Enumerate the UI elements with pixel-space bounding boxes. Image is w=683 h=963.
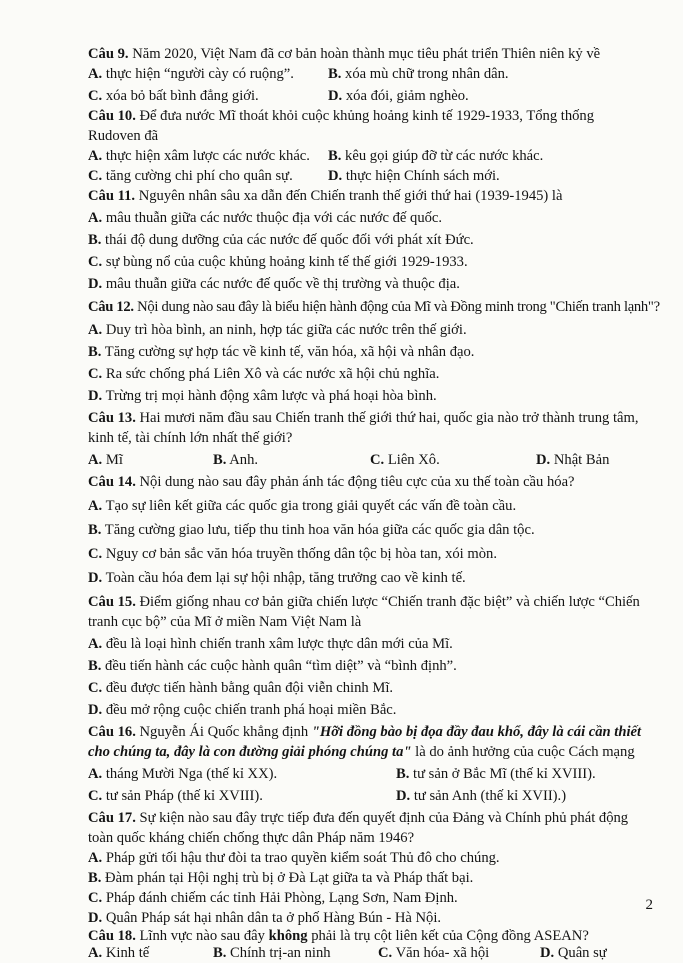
- question-text: là do ảnh hưởng của cuộc Cách mạng: [411, 744, 635, 760]
- option-text: Duy trì hòa bình, an ninh, hợp tác giữa các nước trên thế giới.: [105, 322, 467, 338]
- question-label: Câu 14.: [88, 474, 136, 490]
- question-text: Nguyễn Ái Quốc khẳng định: [139, 724, 312, 740]
- option: [88, 700, 659, 720]
- option-text: tăng cường chi phí cho quân sự.: [105, 168, 293, 184]
- question-text: Nội dung nào sau đây phản ánh tác động tiêu cực của xu thế toàn cầu hóa?: [139, 474, 575, 490]
- option-letter: B.: [88, 522, 102, 538]
- option-text: Tạo sự liên kết giữa các quốc gia trong giải quyết các vấn đề toàn cầu.: [105, 498, 517, 514]
- option: [88, 634, 659, 654]
- option-letter: A.: [88, 766, 103, 782]
- option-text: sự bùng nổ của cuộc khủng hoảng kinh tế thế giới 1929-1933.: [105, 254, 468, 270]
- question-text: Để đưa nước Mĩ thoát khỏi cuộc khủng hoảng kinh tế 1929-1933, Tổng thống: [139, 108, 595, 124]
- option-text: đều tiến hành các cuộc hành quân “tìm diệt” và “bình định”.: [105, 658, 457, 674]
- option-letter: A.: [88, 636, 103, 652]
- question-text: Điểm giống nhau cơ bản giữa chiến lược “Chiến tranh đặc biệt” và chiến lược “Chiến: [139, 594, 640, 610]
- question-text: Hai mươi năm đầu sau Chiến tranh thế giới thứ hai, quốc gia nào trở thành trung tâm,: [139, 410, 639, 426]
- option-letter: C.: [88, 546, 103, 562]
- option-letter: D.: [328, 88, 343, 104]
- option-text: Pháp gửi tối hậu thư đòi ta trao quyền kiểm soát Thủ đô cho chúng.: [105, 850, 500, 866]
- option: [88, 868, 659, 888]
- question-15: [88, 592, 659, 612]
- option-letter: C.: [88, 366, 103, 382]
- option-letter: C.: [88, 680, 103, 696]
- option-text: Nguy cơ bản sắc văn hóa truyền thống dân tộc bị hòa tan, xói mòn.: [105, 546, 497, 562]
- question-label: Câu 12.: [88, 299, 134, 315]
- option-text: thái độ dung dưỡng của các nước đế quốc đối với phát xít Đức.: [105, 232, 474, 248]
- option-letter: D.: [88, 276, 103, 292]
- option-text: tư sản Anh (thế kỉ XVII).): [413, 788, 567, 804]
- option-letter: D.: [328, 168, 343, 184]
- option-text: Văn hóa- xã hội: [395, 945, 490, 961]
- option-letter: A.: [88, 850, 103, 866]
- question-text-cont: Rudoven đã: [88, 128, 159, 144]
- option: [88, 386, 659, 406]
- option-letter: C.: [88, 890, 103, 906]
- option: [88, 544, 659, 564]
- option-text: đều mở rộng cuộc chiến tranh phá hoại miền Bắc.: [105, 702, 397, 718]
- option-text: thực hiện Chính sách mới.: [345, 168, 500, 184]
- question-text: Nội dung nào sau đây là biểu hiện hành động của Mĩ và Đồng minh trong "Chiến tranh lạnh"?: [137, 299, 660, 315]
- question-text: Sự kiện nào sau đây trực tiếp đưa đến quyết định của Đảng và Chính phủ phát động: [139, 810, 629, 826]
- option-letter: D.: [88, 570, 103, 586]
- question-10: [88, 106, 659, 126]
- question-12: [88, 297, 659, 317]
- option-letter: C.: [378, 945, 393, 961]
- option: [88, 848, 659, 868]
- option-letter: A.: [88, 148, 103, 164]
- option-text: mâu thuẫn giữa các nước thuộc địa với các nước đế quốc.: [105, 210, 443, 226]
- option-letter: D.: [396, 788, 411, 804]
- option: [88, 568, 659, 588]
- option-letter: C.: [370, 452, 385, 468]
- option-text: Quân sự: [557, 945, 607, 961]
- option-letter: A.: [88, 66, 103, 82]
- question-9: [88, 44, 659, 64]
- option-letter: C.: [88, 168, 103, 184]
- question-16: [88, 722, 659, 742]
- page-number: 2: [645, 897, 653, 913]
- option-text: xóa mù chữ trong nhân dân.: [345, 66, 509, 82]
- question-text: Nguyên nhân sâu xa dẫn đến Chiến tranh thế giới thứ hai (1939-1945) là: [138, 188, 563, 204]
- question-text-cont: toàn quốc kháng chiến chống thực dân Pháp năm 1946?: [88, 830, 415, 846]
- question-label: Câu 17.: [88, 810, 136, 826]
- option-text: Anh.: [229, 452, 259, 468]
- option-text: Trừng trị mọi hành động xâm lược và phá hoại hòa bình.: [105, 388, 437, 404]
- option: [88, 252, 659, 272]
- option: [88, 342, 659, 362]
- option-text: Ra sức chống phá Liên Xô và các nước xã hội chủ nghĩa.: [105, 366, 440, 382]
- option: [88, 364, 659, 384]
- option-letter: C.: [88, 254, 103, 270]
- question-label: Câu 11.: [88, 188, 136, 204]
- question-14: [88, 472, 659, 492]
- option-letter: A.: [88, 452, 103, 468]
- option-letter: D.: [540, 945, 555, 961]
- option-letter: B.: [88, 658, 102, 674]
- option-text: xóa bỏ bất bình đẳng giới.: [105, 88, 259, 104]
- question-text-cont: kinh tế, tài chính lớn nhất thế giới?: [88, 430, 293, 446]
- option-text: xóa đói, giảm nghèo.: [345, 88, 469, 104]
- option-text: Mĩ: [105, 452, 123, 468]
- option: [88, 678, 659, 698]
- option-letter: B.: [328, 148, 342, 164]
- option-letter: D.: [536, 452, 551, 468]
- option-letter: B.: [213, 945, 227, 961]
- question-label: Câu 16.: [88, 724, 136, 740]
- option-text: Quân Pháp sát hại nhân dân ta ở phố Hàng Bún - Hà Nội.: [105, 910, 442, 926]
- option: [88, 320, 659, 340]
- question-text-cont: tranh cục bộ” của Mĩ ở miền Nam Việt Nam là: [88, 614, 362, 630]
- option-text: Toàn cầu hóa đem lại sự hội nhập, tăng trưởng cao về kinh tế.: [105, 570, 466, 586]
- option-text: tư sản ở Bắc Mĩ (thế kỉ XVIII).: [413, 766, 596, 782]
- option-text: đều là loại hình chiến tranh xâm lược thực dân mới của Mĩ.: [105, 636, 453, 652]
- option-text: tư sản Pháp (thế kỉ XVIII).: [105, 788, 263, 804]
- option-letter: A.: [88, 945, 103, 961]
- option-letter: C.: [88, 788, 103, 804]
- option-text: Nhật Bản: [553, 452, 610, 468]
- option-text: tháng Mười Nga (thế kỉ XX).: [105, 766, 278, 782]
- option-text: Tăng cường sự hợp tác về kinh tế, văn hóa, xã hội và nhân đạo.: [104, 344, 475, 360]
- option: [88, 230, 659, 250]
- option: [88, 908, 659, 928]
- emphasis-text: không: [268, 928, 308, 944]
- question-13: [88, 408, 659, 428]
- option-letter: A.: [88, 322, 103, 338]
- option: [88, 888, 659, 908]
- option-letter: D.: [88, 388, 103, 404]
- option-text: Pháp đánh chiếm các tỉnh Hải Phòng, Lạng Sơn, Nam Định.: [105, 890, 458, 906]
- option-letter: B.: [213, 452, 227, 468]
- option-text: Tăng cường giao lưu, tiếp thu tinh hoa văn hóa giữa các quốc gia dân tộc.: [104, 522, 535, 538]
- option-text: mâu thuẫn giữa các nước đế quốc về thị trường và thuộc địa.: [105, 276, 460, 292]
- option-text: Đàm phán tại Hội nghị trù bị ở Đà Lạt giữa ta và Pháp thất bại.: [105, 870, 474, 886]
- question-text-cont: [88, 742, 659, 762]
- option-letter: B.: [88, 344, 102, 360]
- option-letter: D.: [88, 702, 103, 718]
- option-letter: B.: [396, 766, 410, 782]
- option-text: Chính trị-an ninh: [230, 945, 331, 961]
- option-letter: D.: [88, 910, 103, 926]
- option-letter: A.: [88, 210, 103, 226]
- option: [88, 496, 659, 516]
- question-label: Câu 9.: [88, 46, 129, 62]
- option-letter: B.: [88, 870, 102, 886]
- question-label: Câu 10.: [88, 108, 136, 124]
- option-letter: A.: [88, 498, 103, 514]
- option: [88, 656, 659, 676]
- question-text: phải là trụ cột liên kết của Cộng đồng ASEAN?: [307, 928, 589, 944]
- option-text: đều được tiến hành bằng quân đội viễn chinh Mĩ.: [105, 680, 394, 696]
- option-text: Liên Xô.: [387, 452, 440, 468]
- option-text: thực hiện xâm lược các nước khác.: [105, 148, 310, 164]
- question-17: [88, 808, 659, 828]
- option-letter: B.: [88, 232, 102, 248]
- question-label: Câu 18.: [88, 928, 136, 944]
- option-letter: C.: [88, 88, 103, 104]
- option: [88, 274, 659, 294]
- option-text: thực hiện “người cày có ruộng”.: [105, 66, 294, 82]
- option: [88, 208, 659, 228]
- question-text: Năm 2020, Việt Nam đã cơ bản hoàn thành mục tiêu phát triển Thiên niên kỷ về: [132, 46, 601, 62]
- option-letter: B.: [328, 66, 342, 82]
- question-label: Câu 13.: [88, 410, 136, 426]
- option-text: kêu gọi giúp đỡ từ các nước khác.: [345, 148, 544, 164]
- question-11: [88, 186, 659, 206]
- question-text: Lĩnh vực nào sau đây: [139, 928, 269, 944]
- quote-text: cho chúng ta, đây là con đường giải phóng chúng ta": [88, 744, 412, 760]
- option: [88, 520, 659, 540]
- option-text: Kinh tế: [105, 945, 150, 961]
- question-label: Câu 15.: [88, 594, 136, 610]
- quote-text: "Hỡi đồng bào bị đọa đầy đau khổ, đây là cái cần thiết: [311, 724, 642, 740]
